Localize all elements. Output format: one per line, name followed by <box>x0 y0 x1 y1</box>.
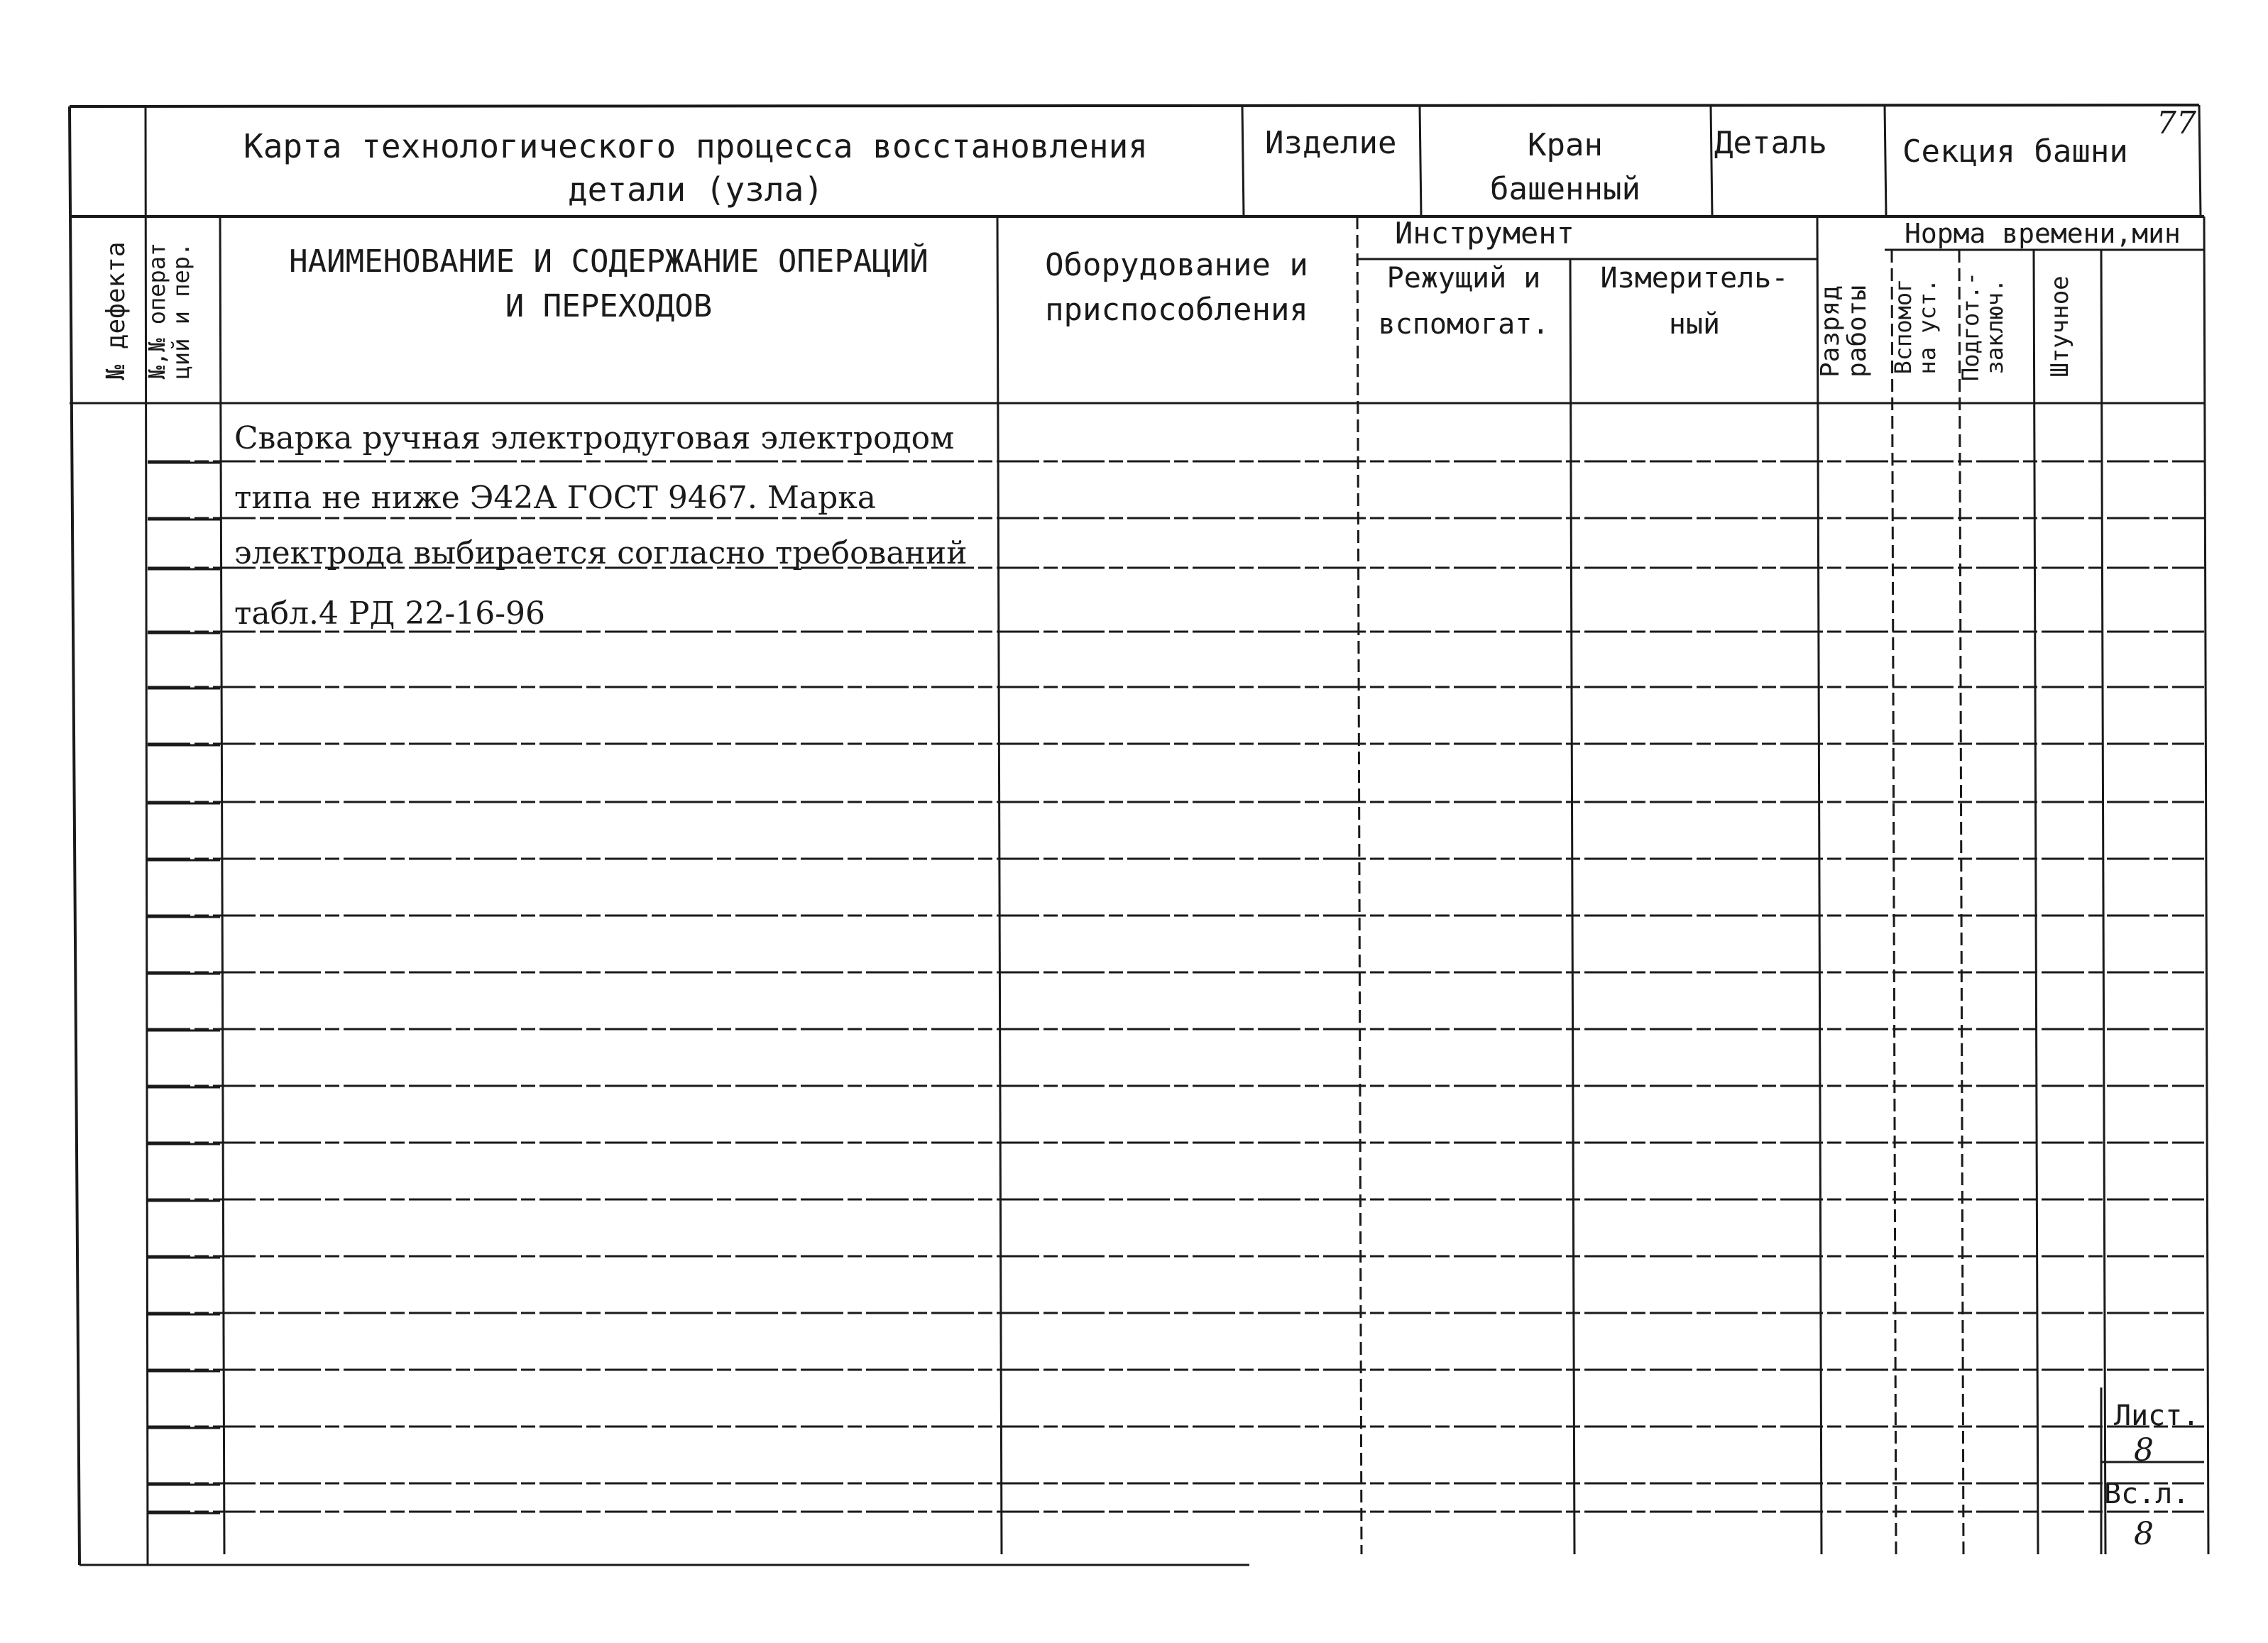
col-preparatory-time <box>1959 255 2007 397</box>
part-label: Деталь <box>1714 125 1827 161</box>
operation-line: Сварка ручная электродуговая электродом <box>234 420 955 456</box>
col-auxiliary-time <box>1892 255 1939 397</box>
grid-line <box>220 216 224 1554</box>
col-operation-name-line-1: НАИМЕНОВАНИЕ И СОДЕРЖАНИЕ ОПЕРАЦИЙ <box>289 243 928 280</box>
col-operation-number-line-1: №,№ операт <box>143 242 170 380</box>
col-operation-number <box>143 219 195 403</box>
col-cutting-tool-line-1: Режущий и <box>1386 262 1541 295</box>
total-sheets-label: Вс.л. <box>2104 1478 2190 1510</box>
col-work-grade-line-2: работы <box>1842 285 1872 378</box>
grid-line <box>1817 216 1821 1554</box>
grid-line <box>2101 250 2105 1554</box>
grid-line <box>997 216 1002 1554</box>
grid-line <box>2199 105 2201 216</box>
operation-line: табл.4 РД 22-16-96 <box>234 595 546 632</box>
grid-line <box>1357 216 1362 1554</box>
col-defect-number: № дефекта <box>102 241 131 380</box>
sheet-value: 8 <box>2134 1432 2154 1468</box>
col-tools-group: Инструмент <box>1395 216 1574 251</box>
grid-line <box>70 106 80 1565</box>
col-operation-number-line-2: ций и пер. <box>167 242 195 380</box>
col-cutting-tool-line-2: вспомогат. <box>1378 308 1550 341</box>
col-work-grade-line-1: Разряд <box>1816 285 1845 378</box>
grid-line <box>1892 250 1896 1554</box>
operation-line: типа не ниже Э42А ГОСТ 9467. Марка <box>234 480 877 516</box>
col-preparatory-time-line-2: заключ. <box>1981 278 2008 375</box>
col-time-norm-group: Норма времени,мин <box>1905 218 2181 249</box>
col-measuring-tool-line-1: Измеритель- <box>1600 262 1789 295</box>
total-sheets-value: 8 <box>2134 1516 2154 1552</box>
corner-sheet-number: 77 <box>2157 105 2196 141</box>
product-label: Изделие <box>1265 125 1397 161</box>
grid-line <box>2034 250 2038 1554</box>
grid-line <box>1959 250 1963 1554</box>
grid-line <box>2204 216 2208 1554</box>
col-equipment-line-1: Оборудование и <box>1045 247 1308 283</box>
product-value-line-1: Кран <box>1528 127 1603 163</box>
col-equipment-line-2: приспособления <box>1045 292 1308 328</box>
sheet-label: Лист. <box>2114 1400 2200 1432</box>
card-title-line-2: детали (узла) <box>567 170 824 209</box>
grid-line <box>1885 105 1886 216</box>
col-measuring-tool-line-2: ный <box>1668 308 1721 341</box>
grid-line <box>1570 259 1574 1554</box>
card-title-line-1: Карта технологического процесса восстановления <box>243 127 1148 165</box>
col-work-grade <box>1817 264 1871 399</box>
part-value: Секция башни <box>1902 133 2128 170</box>
product-value-line-2: башенный <box>1490 171 1640 207</box>
grid-line <box>1711 106 1712 216</box>
col-operation-name-line-2: И ПЕРЕХОДОВ <box>505 288 713 324</box>
col-auxiliary-time-line-1: Вспомог <box>1890 278 1917 375</box>
col-piece-time: Штучное <box>2046 275 2074 378</box>
col-auxiliary-time-line-2: на уст. <box>1913 278 1941 375</box>
grid-line <box>70 105 2199 106</box>
operation-line: электрода выбирается согласно требований <box>234 535 968 571</box>
col-preparatory-time-line-1: Подгот.- <box>1957 271 1984 382</box>
